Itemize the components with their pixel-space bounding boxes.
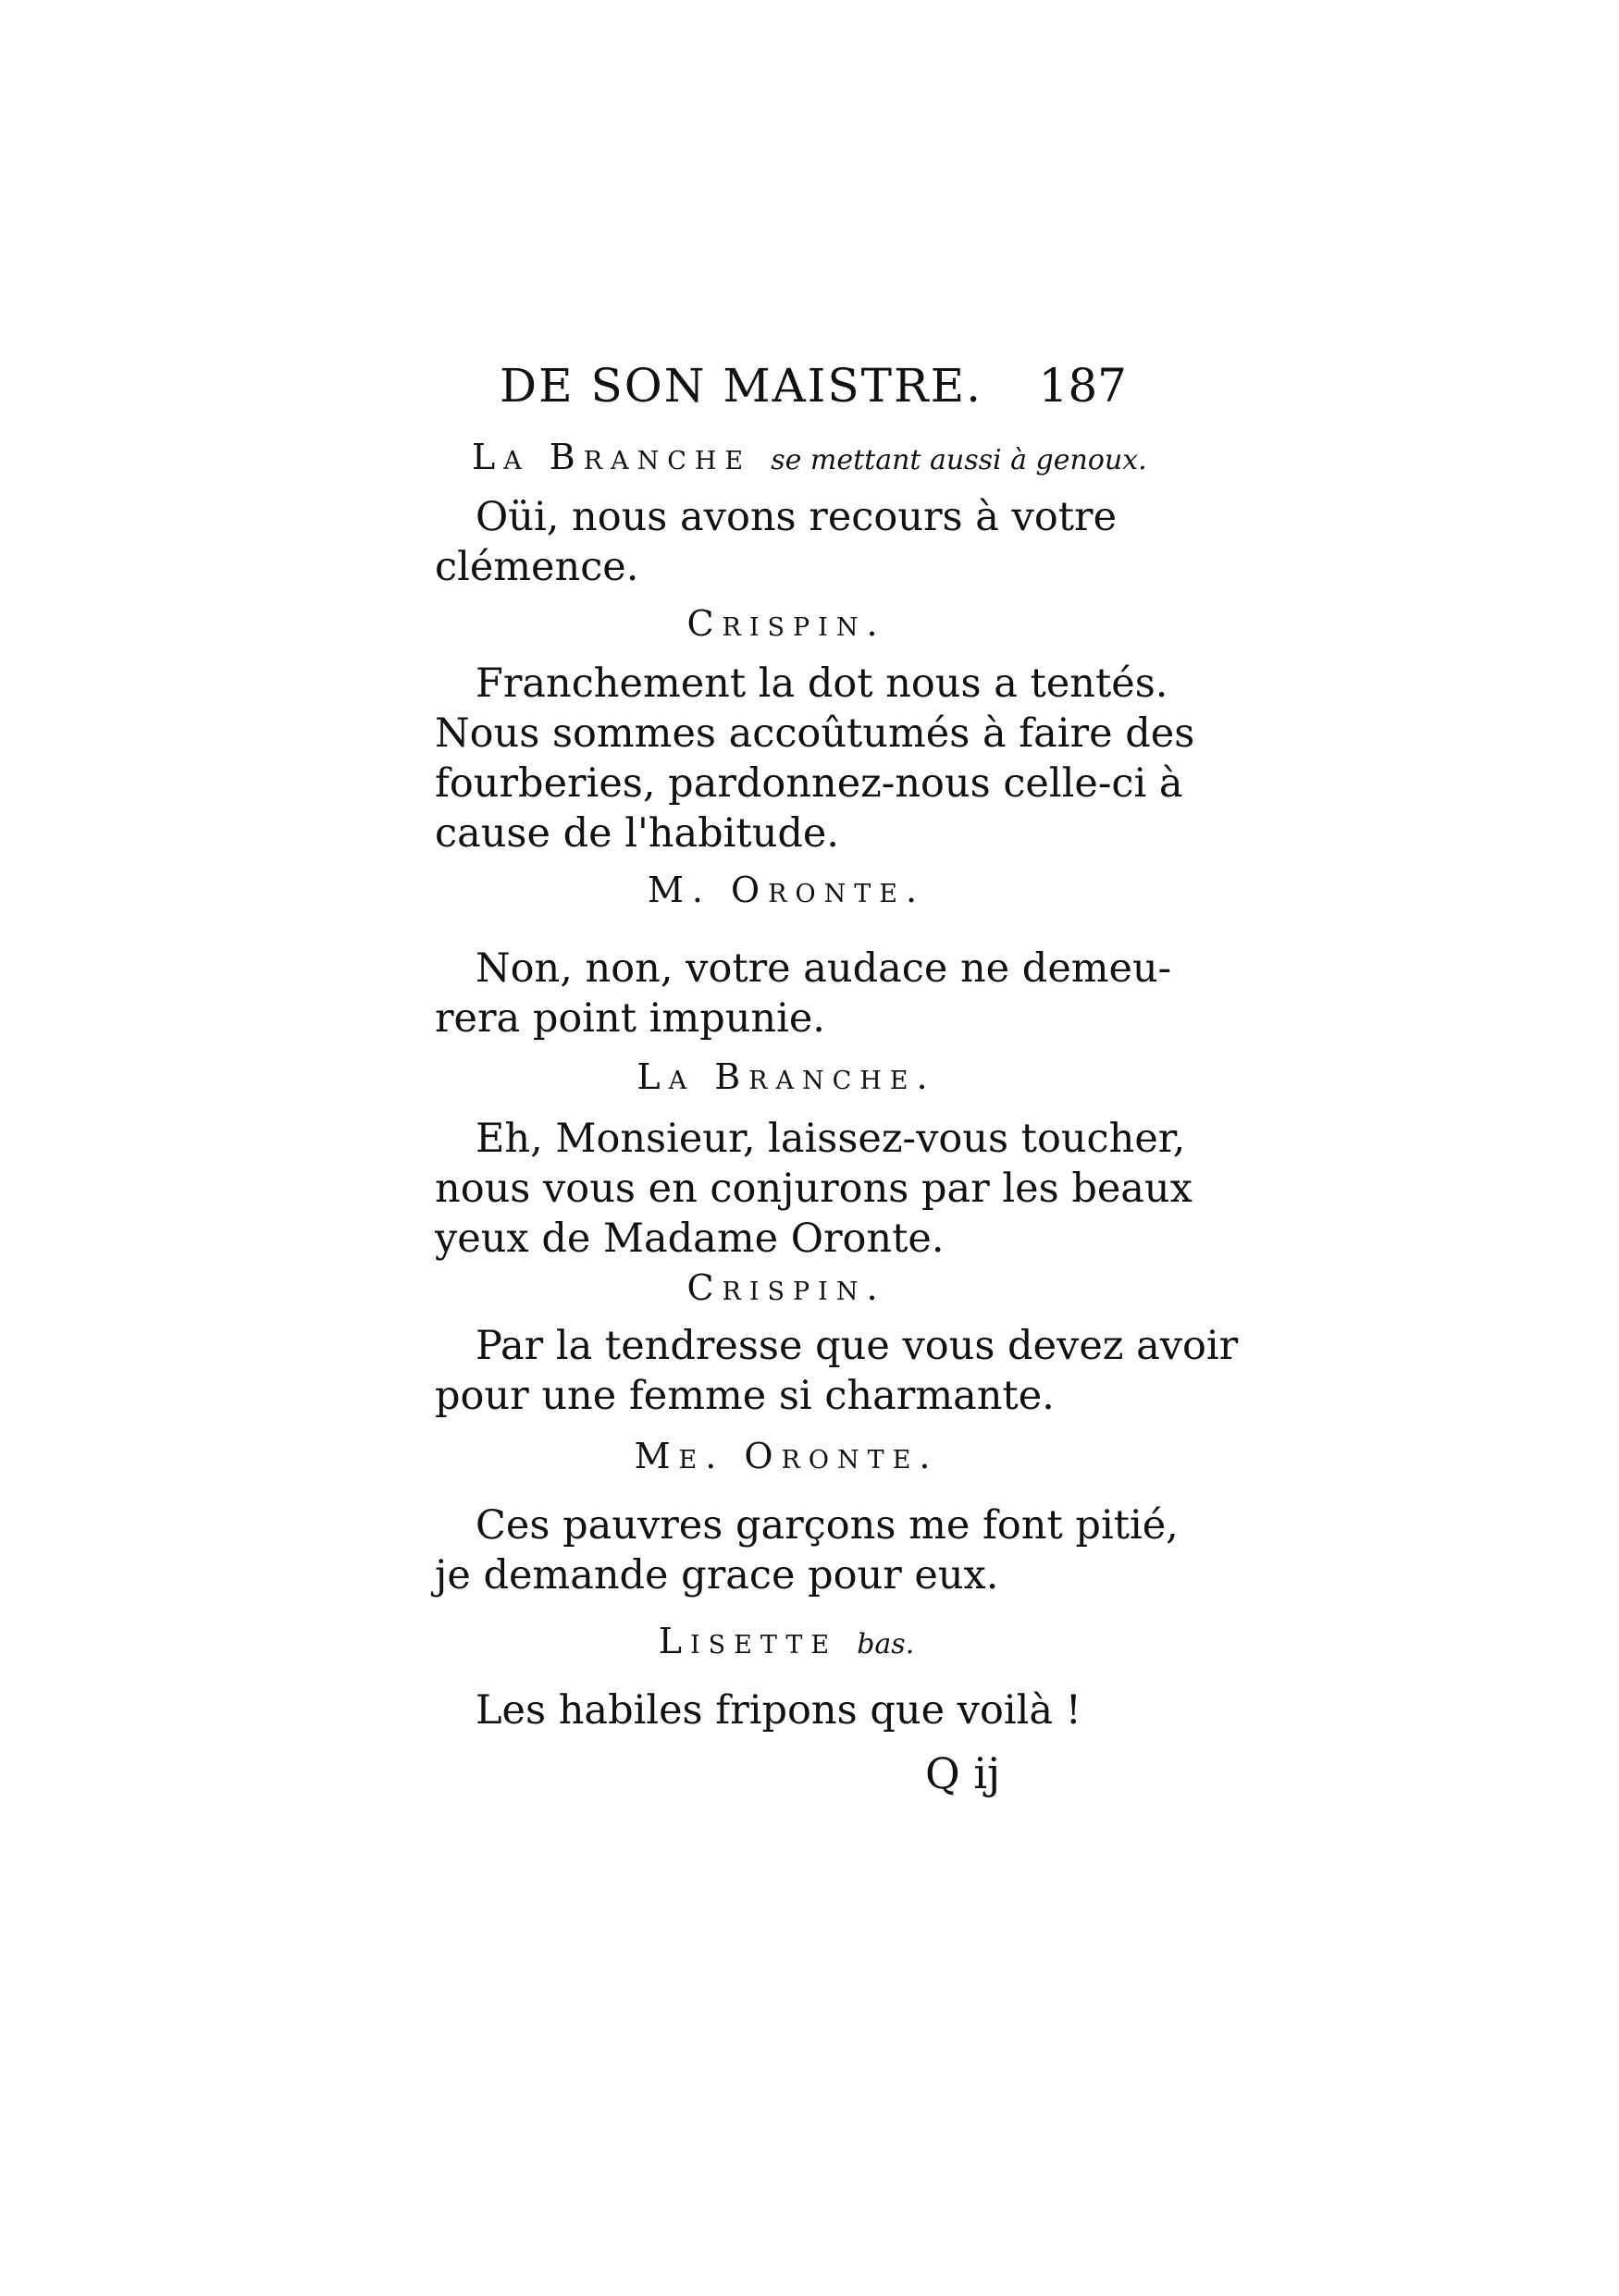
speaker-name: La Branche (472, 437, 752, 477)
speaker-heading (435, 1621, 1138, 1661)
speaker-name: Crispin. (686, 603, 886, 644)
speaker-heading (435, 1436, 1138, 1476)
speech-line: Oüi, nous avons recours à votre (476, 494, 1118, 540)
page-number: 187 (1038, 359, 1127, 413)
speech-line: Eh, Monsieur, laissez-vous toucher, (476, 1116, 1186, 1162)
speaker-heading (435, 603, 1138, 644)
speech (435, 1685, 1138, 1735)
speech-line: Franchement la dot nous a tentés. (476, 660, 1168, 707)
speech-line: fourberies, pardonnez-nous celle-ci à (435, 760, 1183, 807)
speaker-name: La Branche. (636, 1056, 936, 1097)
speaker-heading (435, 1267, 1138, 1308)
speech (435, 1500, 1179, 1600)
speech-line: pour une femme si charmante. (435, 1373, 1055, 1419)
speech-line: Ces pauvres garçons me font pitié, (476, 1502, 1179, 1549)
speech (435, 492, 1138, 592)
speech-line: cause de l'habitude. (435, 810, 840, 857)
speech-line: yeux de Madame Oronte. (435, 1216, 945, 1262)
speech (435, 659, 1195, 858)
stage-direction: se mettant aussi à genoux. (771, 444, 1147, 476)
speech (435, 1114, 1193, 1264)
speech-line: Nous sommes accoûtumés à faire des (435, 710, 1195, 757)
speaker-name: Me. Oronte. (634, 1436, 939, 1476)
speaker-heading (472, 437, 1147, 477)
speaker-name: Lisette (658, 1621, 838, 1661)
speech-line: clémence. (435, 544, 639, 590)
speech-line: nous vous en conjurons par les beaux (435, 1166, 1193, 1212)
speech (435, 1321, 1239, 1421)
speech-line: rera point impunie. (435, 995, 825, 1042)
speaker-name: M. Oronte. (647, 870, 926, 910)
speech-line: Non, non, votre audace ne demeu- (476, 945, 1172, 992)
speaker-name: Crispin. (686, 1267, 886, 1308)
running-title: DE SON MAISTRE. (500, 359, 983, 413)
running-head (500, 359, 1138, 433)
speech-line: je demande grace pour eux. (435, 1552, 999, 1599)
signature-mark: Q ij (925, 1748, 1001, 1798)
speech (435, 944, 1172, 1043)
speech-line: Par la tendresse que vous devez avoir (476, 1323, 1239, 1369)
stage-direction: bas. (857, 1628, 915, 1660)
speaker-heading (435, 870, 1138, 910)
speaker-heading (435, 1056, 1138, 1097)
speech-line: Les habiles fripons que voilà ! (476, 1687, 1081, 1734)
